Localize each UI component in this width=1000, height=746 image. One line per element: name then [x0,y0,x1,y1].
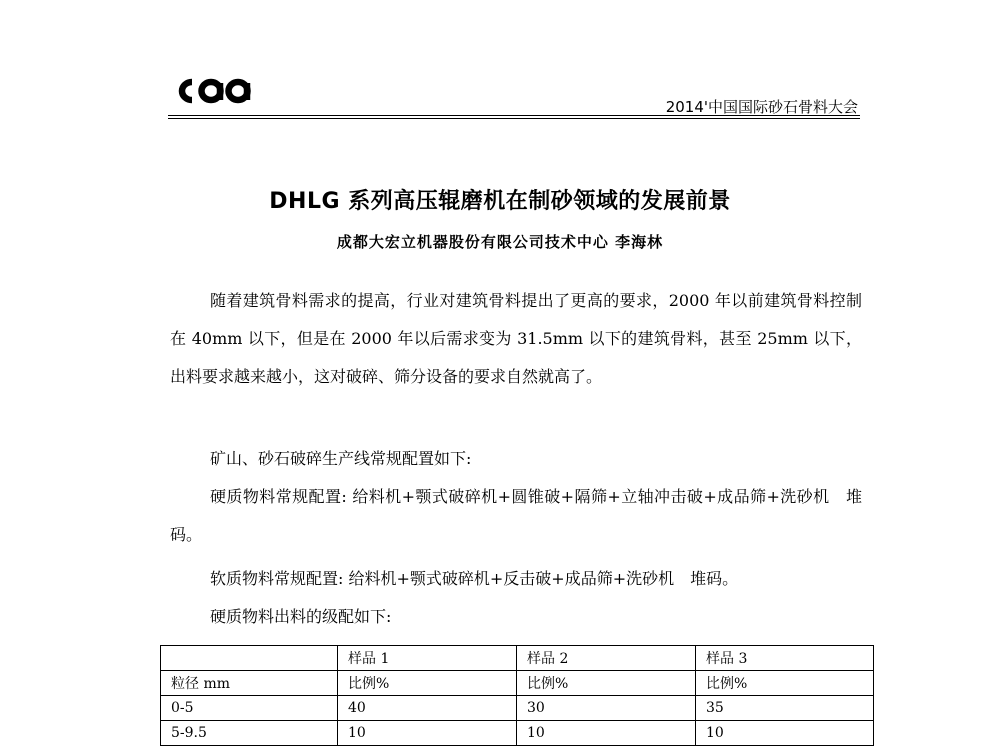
paragraph-hard-config: 硬质物料常规配置: 给料机+颚式破碎机+圆锥破+隔筛+立轴冲击破+成品筛+洗砂机 堆码。 [170,487,862,544]
cqa-logo [170,70,256,110]
paragraph-grading-heading: 硬质物料出料的级配如下: [210,607,392,626]
table-cell: 比例% [517,671,696,696]
conference-title: 2014'中国国际砂石骨料大会 [665,98,858,116]
paragraph-intro: 随着建筑骨料需求的提高，行业对建筑骨料提出了更高的要求，2000 年以前建筑骨料控制在 40mm 以下，但是在 2000 年以后需求变为 31.5mm 以下的建筑骨料，甚至 25mm 以下，出料要求越来越小，这对破碎、筛分设备的要求自然就高了。 [170,291,862,386]
table-cell: 10 [517,721,696,746]
table-header-row [161,646,874,671]
paragraph-soft-config: 软质物料常规配置: 给料机+颚式破碎机+反击破+成品筛+洗砂机 堆码。 [210,569,739,588]
table-cell: 粒径 mm [161,671,338,696]
table-row [161,721,874,746]
table-cell: 0-5 [161,696,338,721]
table-cell: 10 [338,721,517,746]
header-rule [168,118,860,119]
table-cell: 比例% [338,671,517,696]
table-cell: 样品 2 [517,646,696,671]
grading-table [160,645,874,746]
table-cell: 40 [338,696,517,721]
table-row [161,696,874,721]
paragraph-config-heading: 矿山、砂石破碎生产线常规配置如下: [210,449,472,468]
table-cell: 35 [696,696,874,721]
table-cell [161,646,338,671]
table-cell: 30 [517,696,696,721]
header-rule [168,115,860,116]
table-row [161,671,874,696]
article-title: DHLG 系列高压辊磨机在制砂领域的发展前景 [269,189,731,214]
table-cell: 10 [696,721,874,746]
author-line: 成都大宏立机器股份有限公司技术中心 李海林 [336,233,664,251]
table-cell: 样品 3 [696,646,874,671]
table-cell: 样品 1 [338,646,517,671]
table-cell: 5-9.5 [161,721,338,746]
table-cell: 比例% [696,671,874,696]
